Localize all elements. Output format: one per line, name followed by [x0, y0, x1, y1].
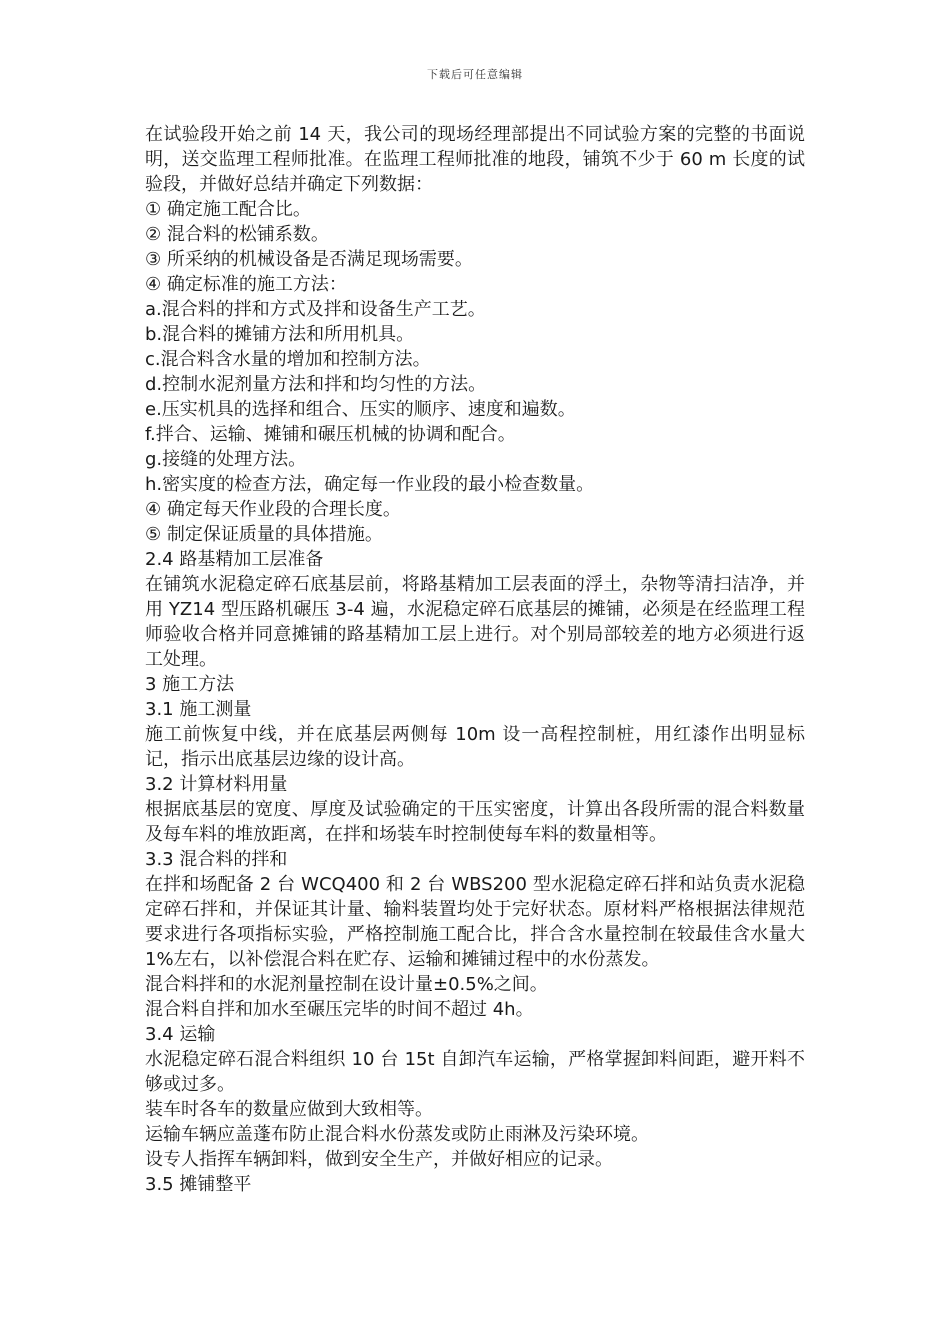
- paragraph: 在铺筑水泥稳定碎石底基层前，将路基精加工层表面的浮土，杂物等清扫洁净，并用 YZ14 型压路机碾压 3-4 遍，水泥稳定碎石底基层的摊铺，必须是在经监理工程师验收合格并同意摊铺的路基精加工层上进行。对个别局部较差的地方必须进行返工处理。: [145, 574, 805, 670]
- list-item: ⑤ 制定保证质量的具体措施。: [145, 524, 383, 545]
- paragraph: 根据底基层的宽度、厚度及试验确定的干压实密度，计算出各段所需的混合料数量及每车料的堆放距离，在拌和场装车时控制使每车料的数量相等。: [145, 799, 805, 845]
- list-item: e.压实机具的选择和组合、压实的顺序、速度和遍数。: [145, 399, 576, 420]
- paragraph: 混合料拌和的水泥剂量控制在设计量±0.5%之间。: [145, 974, 548, 995]
- list-item: f.拌合、运输、摊铺和碾压机械的协调和配合。: [145, 424, 516, 445]
- section-heading: 3.1 施工测量: [145, 699, 252, 720]
- list-item: g.接缝的处理方法。: [145, 449, 307, 470]
- paragraph: 设专人指挥车辆卸料，做到安全生产，并做好相应的记录。: [145, 1149, 613, 1170]
- list-item: a.混合料的拌和方式及拌和设备生产工艺。: [145, 299, 486, 320]
- paragraph: 水泥稳定碎石混合料组织 10 台 15t 自卸汽车运输，严格掌握卸料间距，避开料不够或过多。: [145, 1049, 805, 1095]
- paragraph: 施工前恢复中线，并在底基层两侧每 10m 设一高程控制桩，用红漆作出明显标记，指示出底基层边缘的设计高。: [145, 724, 805, 770]
- page-header: 下载后可任意编辑: [427, 68, 523, 81]
- list-item: c.混合料含水量的增加和控制方法。: [145, 349, 431, 370]
- list-item: d.控制水泥剂量方法和拌和均匀性的方法。: [145, 374, 487, 395]
- list-item: ① 确定施工配合比。: [145, 199, 311, 220]
- list-item: ② 混合料的松铺系数。: [145, 224, 329, 245]
- section-heading: 3.2 计算材料用量: [145, 774, 288, 795]
- paragraph: 在拌和场配备 2 台 WCQ400 和 2 台 WBS200 型水泥稳定碎石拌和站负责水泥稳定碎石拌和，并保证其计量、输料装置均处于完好状态。原材料严格根据法律规范要求进行各项指标实验，严格控制施工配合比，拌合含水量控制在较最佳含水量大 1%左右，以补偿混合料在贮存、运输和摊铺过程中的水份蒸发。: [145, 874, 805, 970]
- list-item: b.混合料的摊铺方法和所用机具。: [145, 324, 415, 345]
- paragraph: 装车时各车的数量应做到大致相等。: [145, 1099, 433, 1120]
- section-heading: 2.4 路基精加工层准备: [145, 549, 324, 570]
- list-item: ③ 所采纳的机械设备是否满足现场需要。: [145, 249, 473, 270]
- list-item: h.密实度的检查方法，确定每一作业段的最小检查数量。: [145, 474, 595, 495]
- list-item: ④ 确定每天作业段的合理长度。: [145, 499, 401, 520]
- paragraph: 运输车辆应盖蓬布防止混合料水份蒸发或防止雨淋及污染环境。: [145, 1124, 649, 1145]
- section-heading: 3.4 运输: [145, 1024, 216, 1045]
- section-heading: 3.3 混合料的拌和: [145, 849, 288, 870]
- section-heading: 3 施工方法: [145, 674, 235, 695]
- paragraph: 在试验段开始之前 14 天，我公司的现场经理部提出不同试验方案的完整的书面说明，送交监理工程师批准。在监理工程师批准的地段，铺筑不少于 60 m 长度的试验段，并做好总结并确定下列数据：: [145, 124, 805, 195]
- paragraph: 混合料自拌和加水至碾压完毕的时间不超过 4h。: [145, 999, 534, 1020]
- section-heading: 3.5 摊铺整平: [145, 1174, 252, 1195]
- list-item: ④ 确定标准的施工方法：: [145, 274, 347, 295]
- document-body: [145, 122, 805, 1197]
